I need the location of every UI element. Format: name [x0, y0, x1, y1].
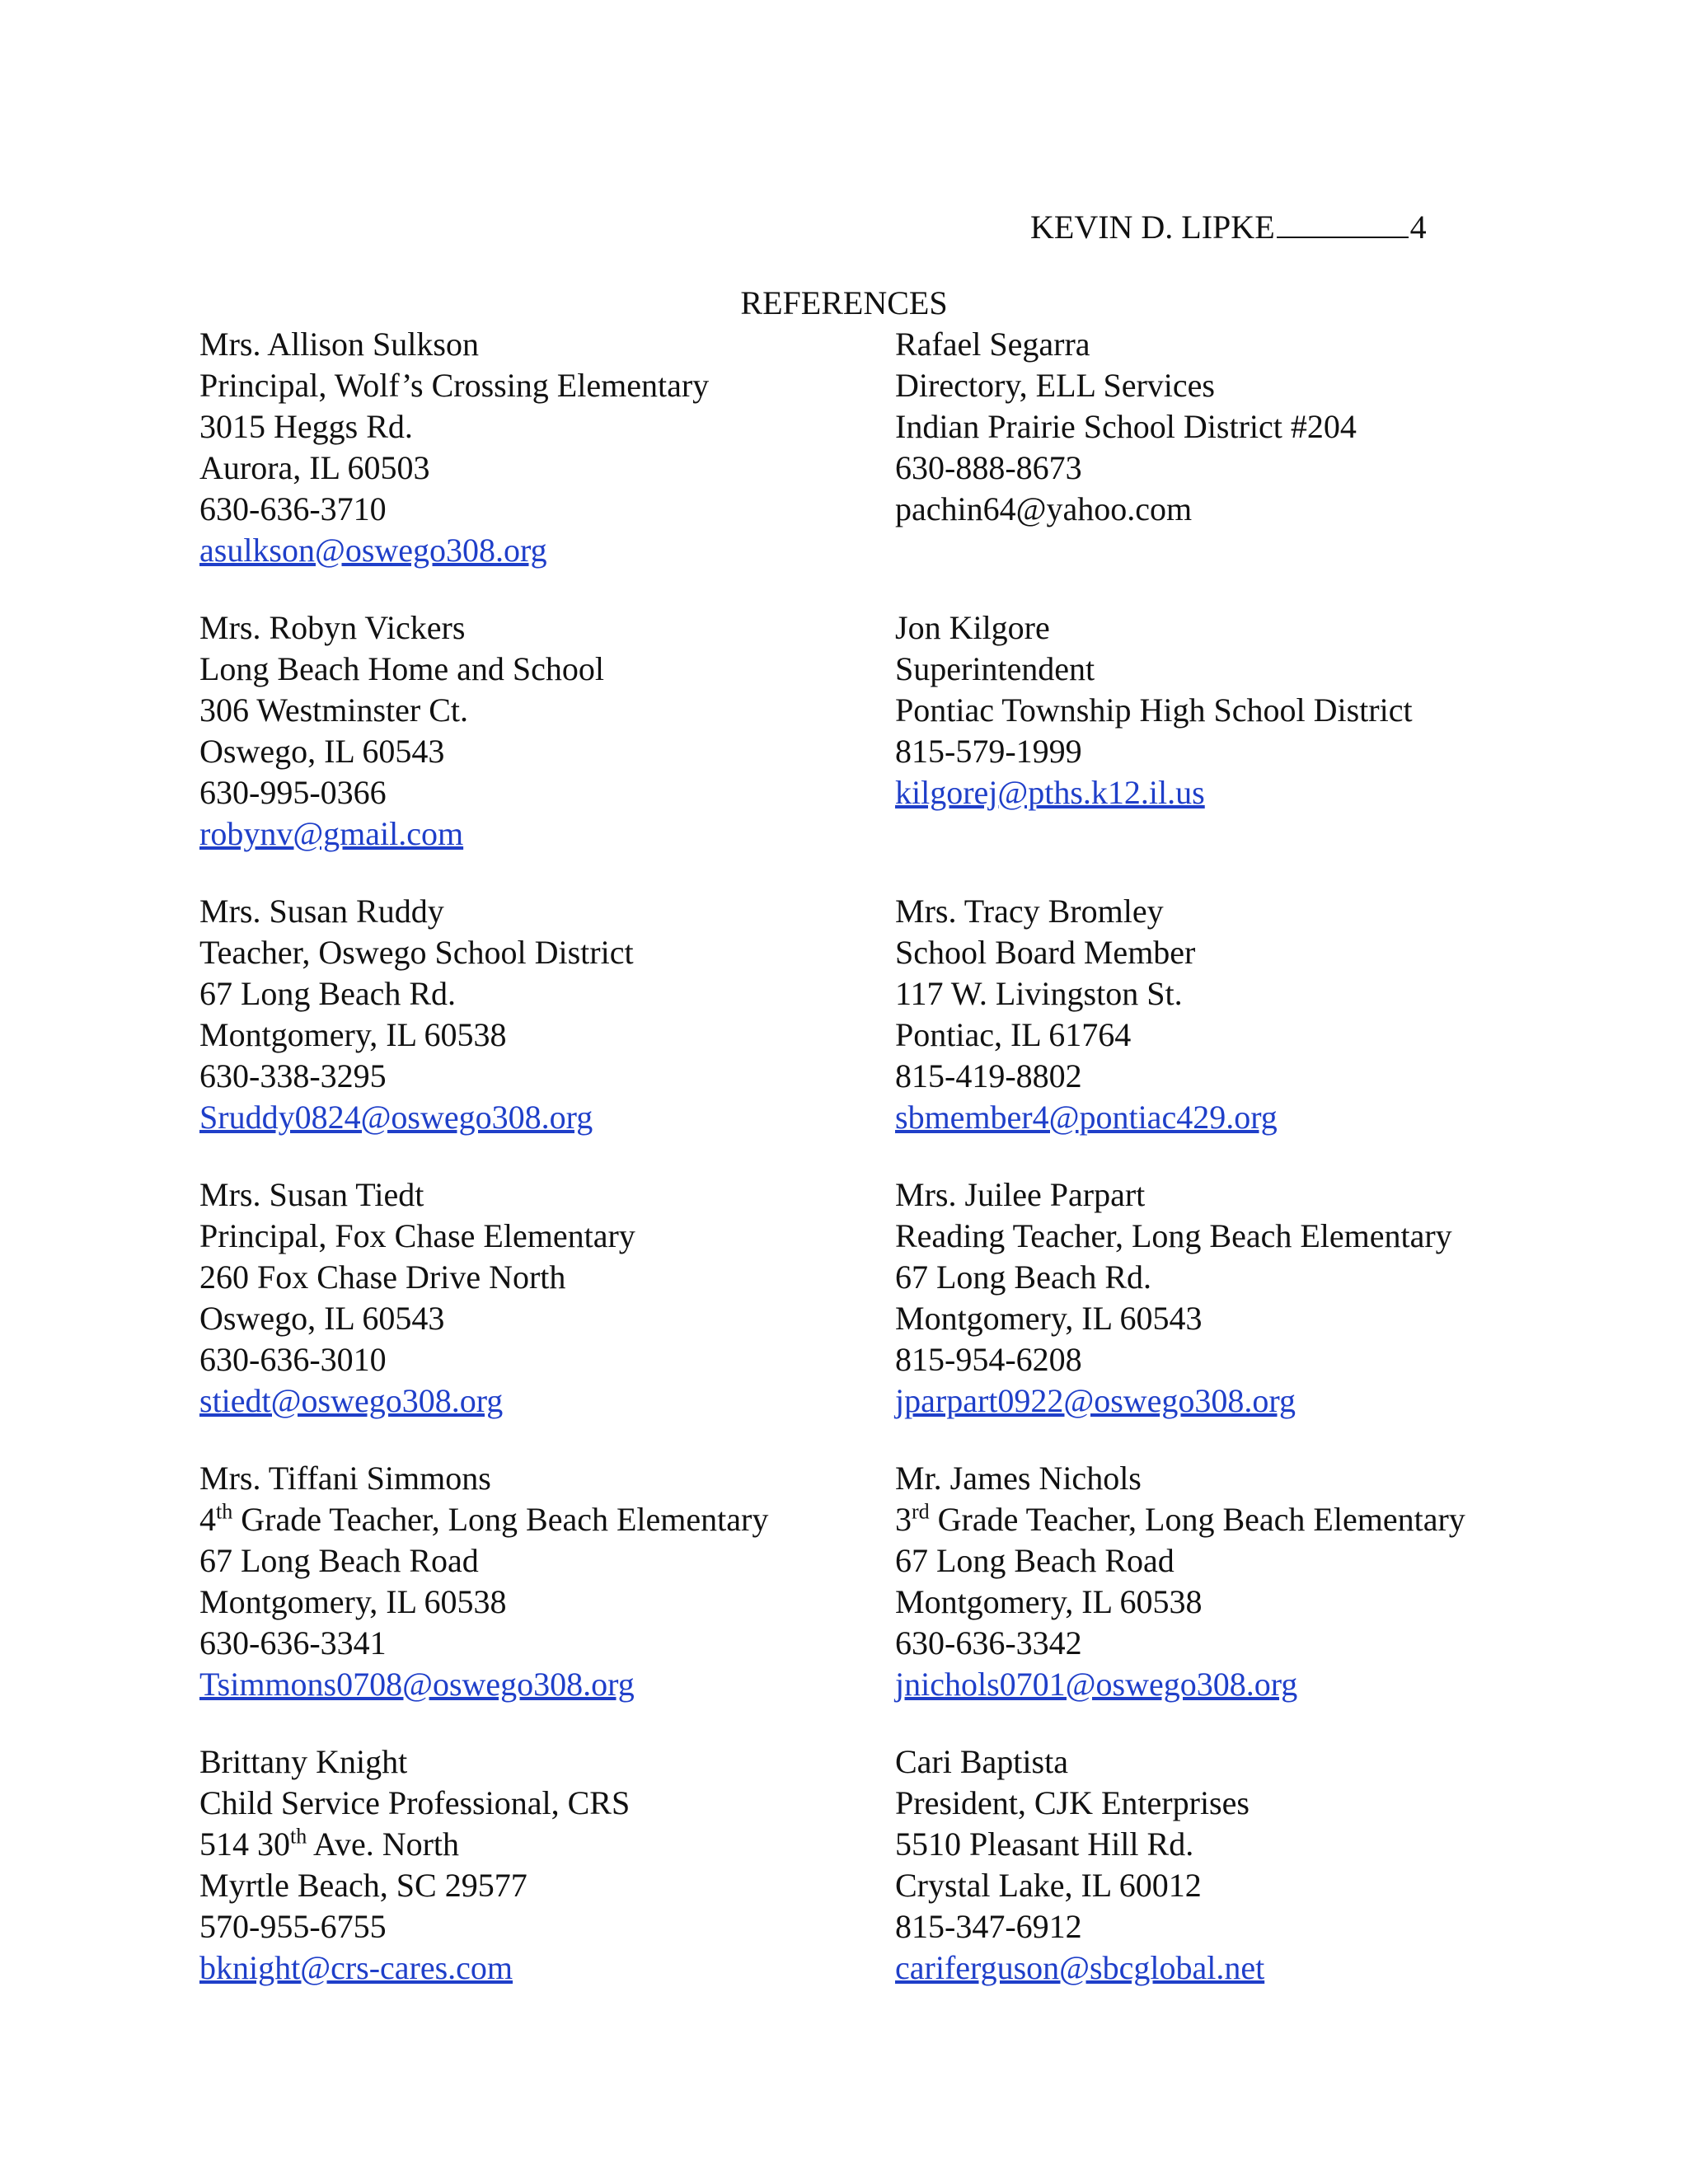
reference-role: Long Beach Home and School	[199, 650, 604, 687]
references-grid	[199, 324, 1554, 2025]
header-name: KEVIN D. LIPKE	[1030, 209, 1275, 246]
reference-name: Mr. James Nichols	[895, 1460, 1142, 1497]
reference-phone: 570-955-6755	[199, 1908, 387, 1945]
reference-address: 5510 Pleasant Hill Rd.	[895, 1825, 1194, 1863]
reference-role: Directory, ELL Services	[895, 367, 1215, 404]
reference-phone: 630-636-3710	[199, 490, 387, 527]
reference-address: 3015 Heggs Rd.	[199, 408, 413, 445]
page-header	[1030, 208, 1427, 246]
reference-entry	[895, 891, 1554, 1174]
reference-email-link[interactable]: cariferguson@sbcglobal.net	[895, 1949, 1265, 1986]
reference-phone: 815-347-6912	[895, 1908, 1082, 1945]
reference-entry	[895, 1741, 1554, 2025]
reference-city: Pontiac, IL 61764	[895, 1016, 1132, 1053]
street-text: Ave. North	[307, 1825, 460, 1863]
grade-suffix: th	[216, 1499, 233, 1524]
reference-role	[199, 1499, 895, 1540]
reference-entry	[199, 1741, 895, 2025]
reference-role: Principal, Wolf’s Crossing Elementary	[199, 367, 710, 404]
section-title: REFERENCES	[740, 284, 948, 321]
reference-email-link[interactable]: kilgorej@pths.k12.il.us	[895, 774, 1205, 811]
reference-name: Mrs. Susan Tiedt	[199, 1176, 424, 1213]
reference-entry	[199, 324, 895, 607]
reference-address: Indian Prairie School District #204	[895, 408, 1357, 445]
reference-address: 260 Fox Chase Drive North	[199, 1258, 566, 1296]
reference-entry	[199, 607, 895, 891]
reference-phone: 630-338-3295	[199, 1057, 387, 1094]
header-rule	[1277, 237, 1409, 238]
reference-city: Montgomery, IL 60543	[895, 1300, 1203, 1337]
reference-role: Principal, Fox Chase Elementary	[199, 1217, 635, 1254]
reference-address: 67 Long Beach Rd.	[199, 975, 457, 1012]
reference-row	[199, 324, 1554, 607]
reference-row	[199, 1174, 1554, 1458]
reference-role: President, CJK Enterprises	[895, 1784, 1250, 1821]
reference-entry	[199, 891, 895, 1174]
reference-name: Cari Baptista	[895, 1743, 1068, 1780]
reference-name: Mrs. Robyn Vickers	[199, 609, 466, 646]
reference-phone: 630-888-8673	[895, 449, 1082, 486]
reference-phone: 815-419-8802	[895, 1057, 1082, 1094]
reference-name: Rafael Segarra	[895, 326, 1090, 363]
reference-address: 67 Long Beach Rd.	[895, 1258, 1152, 1296]
reference-email-link[interactable]: bknight@crs-cares.com	[199, 1949, 513, 1986]
reference-email-link[interactable]: robynv@gmail.com	[199, 815, 464, 852]
reference-address: Pontiac Township High School District	[895, 691, 1413, 729]
reference-name: Mrs. Juilee Parpart	[895, 1176, 1146, 1213]
reference-name: Mrs. Susan Ruddy	[199, 893, 444, 930]
page-number: 4	[1409, 209, 1427, 246]
reference-address: 117 W. Livingston St.	[895, 975, 1183, 1012]
reference-city: Montgomery, IL 60538	[199, 1583, 507, 1620]
reference-city: Aurora, IL 60503	[199, 449, 430, 486]
reference-role	[895, 1499, 1554, 1540]
reference-name: Mrs. Tiffani Simmons	[199, 1460, 491, 1497]
reference-phone: 630-995-0366	[199, 774, 387, 811]
reference-city: Montgomery, IL 60538	[895, 1583, 1203, 1620]
reference-row	[199, 891, 1554, 1174]
reference-address: 67 Long Beach Road	[199, 1542, 479, 1579]
reference-email-link[interactable]: Tsimmons0708@oswego308.org	[199, 1666, 635, 1703]
grade-suffix: rd	[912, 1499, 930, 1524]
reference-email: pachin64@yahoo.com	[895, 490, 1193, 527]
reference-role: Teacher, Oswego School District	[199, 934, 634, 971]
reference-city: Crystal Lake, IL 60012	[895, 1867, 1202, 1904]
reference-address: 67 Long Beach Road	[895, 1542, 1175, 1579]
reference-row	[199, 1458, 1554, 1741]
reference-role: Superintendent	[895, 650, 1095, 687]
role-text: Grade Teacher, Long Beach Elementary	[232, 1501, 769, 1538]
reference-email-link[interactable]: stiedt@oswego308.org	[199, 1382, 504, 1419]
grade-number: 3	[895, 1501, 912, 1538]
reference-city: Oswego, IL 60543	[199, 733, 445, 770]
reference-name: Brittany Knight	[199, 1743, 408, 1780]
reference-row	[199, 1741, 1554, 2025]
reference-email-link[interactable]: Sruddy0824@oswego308.org	[199, 1099, 593, 1136]
reference-phone: 630-636-3342	[895, 1624, 1082, 1661]
reference-phone: 815-954-6208	[895, 1341, 1082, 1378]
reference-entry	[895, 324, 1554, 607]
grade-number: 4	[199, 1501, 216, 1538]
reference-name: Mrs. Allison Sulkson	[199, 326, 479, 363]
reference-name: Mrs. Tracy Bromley	[895, 893, 1164, 930]
reference-address: 306 Westminster Ct.	[199, 691, 469, 729]
reference-city: Montgomery, IL 60538	[199, 1016, 507, 1053]
reference-phone: 630-636-3010	[199, 1341, 387, 1378]
reference-role: Child Service Professional, CRS	[199, 1784, 631, 1821]
reference-row	[199, 607, 1554, 891]
reference-role: Reading Teacher, Long Beach Elementary	[895, 1217, 1452, 1254]
reference-email-link[interactable]: asulkson@oswego308.org	[199, 532, 547, 569]
reference-entry	[895, 607, 1554, 891]
reference-address	[199, 1824, 895, 1865]
role-text: Grade Teacher, Long Beach Elementary	[929, 1501, 1465, 1538]
reference-phone: 630-636-3341	[199, 1624, 387, 1661]
reference-entry	[895, 1458, 1554, 1741]
reference-city: Myrtle Beach, SC 29577	[199, 1867, 528, 1904]
street-suffix: th	[290, 1824, 307, 1849]
reference-entry	[895, 1174, 1554, 1458]
reference-phone: 815-579-1999	[895, 733, 1082, 770]
reference-email-link[interactable]: sbmember4@pontiac429.org	[895, 1099, 1278, 1136]
reference-email-link[interactable]: jnichols0701@oswego308.org	[895, 1666, 1298, 1703]
reference-city: Oswego, IL 60543	[199, 1300, 445, 1337]
reference-entry	[199, 1458, 895, 1741]
reference-name: Jon Kilgore	[895, 609, 1050, 646]
reference-role: School Board Member	[895, 934, 1196, 971]
reference-email-link[interactable]: jparpart0922@oswego308.org	[895, 1382, 1296, 1419]
reference-entry	[199, 1174, 895, 1458]
street-number: 514 30	[199, 1825, 290, 1863]
